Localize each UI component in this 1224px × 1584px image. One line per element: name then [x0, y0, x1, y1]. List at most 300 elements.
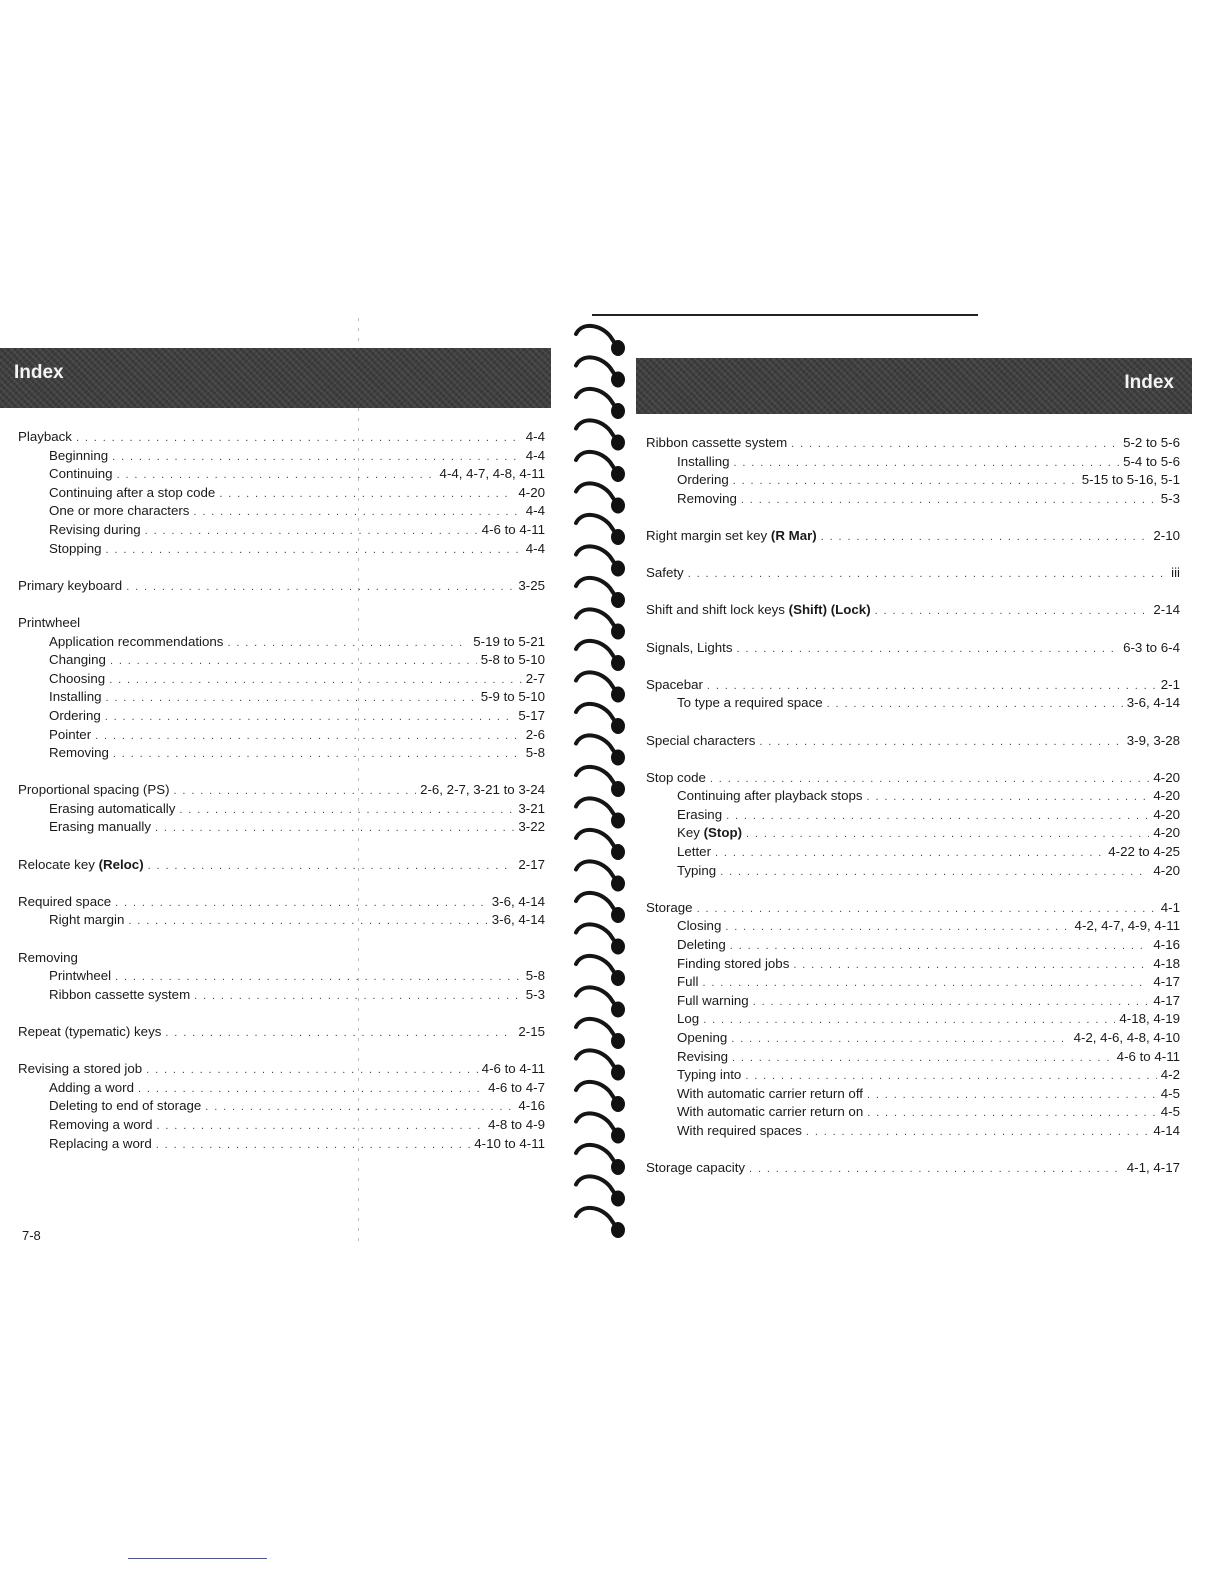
dot-leader — [128, 916, 487, 927]
spiral-coil — [576, 326, 625, 356]
index-term — [646, 899, 693, 918]
index-term — [677, 694, 823, 713]
index-entry — [18, 465, 545, 484]
index-term-text: Playback — [18, 429, 72, 444]
index-term-text: Storage — [646, 899, 693, 915]
left-header-bar — [0, 348, 551, 408]
index-page-ref: 3-6, 4-14 — [491, 912, 545, 928]
dot-leader — [746, 829, 1149, 840]
dot-leader — [145, 526, 478, 537]
dot-leader — [749, 1164, 1123, 1175]
index-page-ref: 5-17 — [518, 707, 545, 723]
left-index-page — [0, 348, 555, 1153]
index-term-text: Typing into — [677, 1067, 742, 1083]
index-term — [49, 540, 102, 559]
dot-leader — [194, 991, 522, 1002]
index-term-text: One or more characters — [49, 503, 190, 519]
index-page-ref: 4-17 — [1153, 974, 1180, 990]
index-term — [677, 490, 737, 509]
spiral-coil — [576, 1050, 625, 1080]
dot-leader — [76, 433, 522, 444]
index-term — [677, 824, 742, 843]
dot-leader — [725, 922, 1070, 933]
index-page-ref: 4-22 to 4-25 — [1108, 844, 1180, 860]
index-term — [677, 471, 729, 490]
index-page-ref: 4-6 to 4-11 — [1116, 1048, 1180, 1064]
index-page-ref: 5-19 to 5-21 — [473, 633, 545, 649]
index-term-text: Deleting to end of storage — [49, 1098, 202, 1114]
index-term-text: Revising a stored job — [18, 1061, 143, 1077]
index-term-text: With automatic carrier return on — [677, 1104, 864, 1120]
index-page-ref: 5-2 to 5-6 — [1123, 435, 1180, 450]
index-entry — [646, 843, 1180, 862]
index-page-ref: 4-5 — [1160, 1104, 1180, 1120]
index-page-ref: 4-1, 4-17 — [1126, 1160, 1180, 1176]
index-entry — [18, 1023, 545, 1042]
dot-leader — [205, 1102, 514, 1113]
index-page-ref: 4-20 — [518, 484, 545, 500]
index-entry — [18, 633, 545, 652]
left-header-title: Index — [14, 362, 64, 383]
dot-leader — [867, 1090, 1157, 1101]
index-page-ref: 3-6, 4-14 — [491, 893, 545, 909]
index-term — [677, 917, 721, 936]
index-page-ref: 3-6, 4-14 — [1126, 695, 1180, 711]
index-entry — [18, 726, 545, 745]
right-header-bar — [636, 358, 1192, 414]
index-term-text: Full warning — [677, 992, 749, 1008]
index-term — [49, 688, 101, 707]
index-term-text: Spacebar — [646, 676, 703, 692]
index-page-ref: 4-17 — [1153, 992, 1180, 1008]
index-term-text: Application recommendations — [49, 633, 224, 649]
index-term — [49, 744, 109, 763]
dot-leader — [827, 699, 1123, 710]
index-page-ref: 4-16 — [518, 1098, 545, 1114]
dot-leader — [697, 904, 1157, 915]
index-term — [49, 1079, 134, 1098]
index-term-text: Signals, Lights — [646, 639, 733, 655]
index-page-ref: 5-8 — [525, 745, 545, 761]
index-entry — [646, 787, 1180, 806]
spiral-coil — [576, 1145, 625, 1175]
index-entry — [646, 917, 1180, 936]
index-term-text: Printwheel — [49, 968, 112, 984]
index-entry — [646, 676, 1180, 695]
index-term — [18, 949, 78, 968]
index-term-text: Ordering — [677, 472, 729, 488]
index-entry — [18, 911, 545, 930]
dot-leader — [117, 470, 436, 481]
dot-leader — [733, 476, 1078, 487]
index-entry — [646, 694, 1180, 713]
dot-leader — [715, 848, 1104, 859]
index-term — [677, 1029, 727, 1048]
spiral-coil — [576, 1082, 625, 1112]
index-term-text: Key — [677, 825, 704, 841]
index-term-text: Choosing — [49, 670, 106, 686]
index-entry — [18, 818, 545, 837]
spiral-coil — [576, 578, 625, 608]
dot-leader — [741, 495, 1157, 506]
dot-leader — [179, 805, 514, 816]
spiral-coil — [576, 452, 625, 482]
dot-leader — [726, 811, 1149, 822]
index-term — [677, 453, 729, 472]
dot-leader — [791, 439, 1119, 450]
index-entry — [18, 670, 545, 689]
index-entry — [646, 936, 1180, 955]
index-entry — [646, 434, 1180, 453]
index-page-ref: 5-9 to 5-10 — [480, 689, 545, 705]
index-term-text: Deleting — [677, 937, 726, 953]
index-entry — [18, 688, 545, 707]
right-header-title: Index — [1124, 372, 1174, 393]
index-entry — [18, 781, 545, 800]
right-index-list — [636, 434, 1192, 1178]
index-page-ref: 5-8 to 5-10 — [480, 652, 545, 668]
index-term — [18, 781, 170, 800]
index-term-text: Revising — [677, 1048, 728, 1064]
index-term-text: Storage capacity — [646, 1160, 746, 1176]
dot-leader — [703, 1015, 1115, 1026]
dot-leader — [867, 792, 1150, 803]
index-term — [677, 1066, 741, 1085]
dot-leader — [720, 867, 1149, 878]
index-page-ref: 4-14 — [1153, 1122, 1180, 1138]
index-term — [646, 601, 871, 620]
index-term-text: To type a required space — [677, 695, 823, 711]
index-term-text: Repeat (typematic) keys — [18, 1024, 162, 1039]
index-term-text: Removing — [49, 745, 109, 761]
index-page-ref: 4-18 — [1153, 955, 1180, 971]
index-entry — [646, 490, 1180, 509]
dot-leader — [821, 532, 1150, 543]
index-page-ref: 4-20 — [1153, 825, 1180, 841]
index-entry — [646, 1048, 1180, 1067]
index-term-text: Shift and shift lock keys — [646, 602, 789, 618]
index-page-ref: 2-14 — [1153, 602, 1180, 618]
spiral-coil — [576, 1208, 625, 1238]
index-entry — [646, 639, 1180, 658]
dot-leader — [227, 638, 469, 649]
index-term — [677, 1122, 802, 1141]
dot-leader — [106, 545, 522, 556]
index-term — [49, 707, 101, 726]
index-entry — [646, 992, 1180, 1011]
dot-leader — [105, 712, 515, 723]
index-term — [646, 676, 703, 695]
dot-leader — [745, 1071, 1156, 1082]
index-page-ref: 4-18, 4-19 — [1119, 1011, 1180, 1027]
index-entry — [18, 744, 545, 763]
index-term — [677, 806, 722, 825]
index-page-ref: 4-1 — [1160, 899, 1180, 915]
index-page-ref: 4-20 — [1153, 862, 1180, 878]
dot-leader — [702, 978, 1149, 989]
dot-leader — [113, 749, 522, 760]
index-page-ref: 4-10 to 4-11 — [474, 1135, 545, 1151]
index-page-ref: 4-4 — [525, 540, 545, 556]
index-entry — [646, 732, 1180, 751]
index-term — [18, 893, 111, 912]
index-entry — [18, 651, 545, 670]
index-term-text: Removing — [18, 949, 78, 965]
index-term-text: With required spaces — [677, 1122, 802, 1138]
index-page-ref: 4-4 — [525, 503, 545, 519]
index-entry — [646, 862, 1180, 881]
dot-leader — [165, 1028, 514, 1039]
index-term — [646, 732, 755, 751]
index-term-text: Continuing after a stop code — [49, 484, 216, 500]
index-entry — [18, 800, 545, 819]
index-term-text: Continuing after playback stops — [677, 788, 863, 804]
index-page-ref: 4-4 — [525, 447, 545, 463]
index-term-text: Letter — [677, 844, 712, 860]
index-term-key: (Stop) — [703, 825, 743, 841]
index-page-ref: 4-20 — [1153, 769, 1180, 785]
index-term — [49, 1116, 152, 1135]
index-entry — [646, 1066, 1180, 1085]
index-term-text: Beginning — [49, 447, 109, 463]
spiral-coil — [576, 546, 625, 576]
dot-leader — [867, 1108, 1157, 1119]
index-entry — [18, 540, 545, 559]
dot-leader — [155, 823, 514, 834]
left-index-list — [0, 428, 555, 1153]
spiral-coil — [576, 515, 625, 545]
index-page-ref: 6-3 to 6-4 — [1123, 639, 1180, 655]
dot-leader — [753, 997, 1150, 1008]
index-entry — [646, 471, 1180, 490]
index-term — [18, 856, 144, 875]
index-page-ref: 4-20 — [1153, 788, 1180, 804]
spiral-coil — [576, 420, 625, 450]
index-term — [49, 465, 113, 484]
index-page-ref: iii — [1171, 565, 1180, 581]
index-entry — [18, 967, 545, 986]
index-page-ref: 5-8 — [525, 968, 545, 984]
index-page-ref: 5-15 to 5-16, 5-1 — [1081, 472, 1180, 488]
dot-leader — [112, 452, 522, 463]
index-entry — [646, 1010, 1180, 1029]
index-entry — [18, 447, 545, 466]
index-page-ref: 3-9, 3-28 — [1126, 732, 1180, 748]
index-term-text: Ordering — [49, 707, 101, 723]
index-page-ref: 4-5 — [1160, 1085, 1180, 1101]
index-term-key: (Shift) (Lock) — [788, 602, 871, 618]
dot-leader — [736, 644, 1119, 655]
index-term — [677, 1010, 699, 1029]
dot-leader — [110, 656, 477, 667]
index-term — [49, 651, 106, 670]
index-page-ref: 3-21 — [518, 800, 545, 816]
index-page-ref: 4-2, 4-7, 4-9, 4-11 — [1074, 918, 1180, 934]
index-entry — [646, 601, 1180, 620]
index-term-text: Right margin — [49, 912, 125, 928]
index-page-ref: 4-6 to 4-11 — [481, 521, 545, 537]
dot-leader — [730, 941, 1150, 952]
dot-leader — [115, 898, 488, 909]
index-entry — [18, 893, 545, 912]
index-page-ref: 4-20 — [1153, 806, 1180, 822]
index-term — [677, 973, 698, 992]
index-entry — [18, 484, 545, 503]
spiral-coil — [576, 609, 625, 639]
index-term-text: Stop code — [646, 769, 706, 785]
index-page-ref: 3-25 — [518, 577, 545, 593]
index-page-ref: 2-17 — [518, 856, 545, 872]
index-term-text: Changing — [49, 652, 106, 668]
index-page-ref: 2-10 — [1153, 527, 1180, 543]
index-entry — [18, 614, 545, 633]
dot-leader — [105, 693, 476, 704]
dot-leader — [146, 1065, 478, 1076]
index-page-ref: 2-1 — [1160, 676, 1180, 692]
dot-leader — [115, 972, 522, 983]
index-entry — [646, 1085, 1180, 1104]
index-page-ref: 5-3 — [525, 986, 545, 1002]
index-page-ref: 4-4 — [525, 429, 545, 444]
index-term — [646, 769, 706, 788]
index-term — [49, 1097, 201, 1116]
index-page-ref: 3-22 — [518, 819, 545, 835]
dot-leader — [126, 582, 514, 593]
index-term-text: Ribbon cassette system — [49, 986, 191, 1002]
index-term-text: Installing — [49, 689, 102, 705]
spiral-coil — [576, 893, 625, 923]
index-term — [49, 633, 223, 652]
spiral-binding — [570, 316, 632, 1240]
index-term-text: Closing — [677, 918, 722, 934]
index-term-text: Erasing automatically — [49, 800, 176, 816]
index-term — [677, 955, 789, 974]
dot-leader — [156, 1140, 471, 1151]
index-page-ref: 4-8 to 4-9 — [488, 1116, 545, 1132]
index-term-text: Opening — [677, 1030, 728, 1045]
index-page-ref: 4-16 — [1153, 937, 1180, 953]
index-page-ref: 4-4, 4-7, 4-8, 4-11 — [439, 466, 545, 482]
spiral-coil — [576, 641, 625, 671]
index-entry — [646, 527, 1180, 546]
index-entry — [646, 453, 1180, 472]
index-entry — [18, 856, 545, 875]
index-entry — [18, 521, 545, 540]
index-page-ref: 4-2, 4-6, 4-8, 4-10 — [1073, 1030, 1180, 1045]
index-entry — [18, 986, 545, 1005]
index-entry — [18, 707, 545, 726]
index-entry — [18, 577, 545, 596]
top-rule — [592, 314, 978, 316]
index-term-text: Required space — [18, 893, 112, 909]
index-term-key: (R Mar) — [770, 527, 817, 543]
index-term-text: Right margin set key — [646, 527, 771, 543]
index-term-text: Special characters — [646, 732, 756, 748]
index-term — [677, 1103, 863, 1122]
dot-leader — [219, 489, 514, 500]
index-entry — [18, 1097, 545, 1116]
dot-leader — [731, 1034, 1069, 1045]
dot-leader — [733, 458, 1119, 469]
index-entry — [646, 973, 1180, 992]
index-entry — [646, 955, 1180, 974]
spiral-coil — [576, 704, 625, 734]
index-term — [49, 670, 105, 689]
dot-leader — [875, 606, 1150, 617]
index-term-text: Typing — [677, 862, 717, 878]
index-term — [677, 992, 749, 1011]
index-term — [677, 787, 863, 806]
index-term — [18, 1023, 161, 1042]
index-term — [49, 726, 91, 745]
spiral-coil — [576, 1019, 625, 1049]
dot-leader — [759, 737, 1122, 748]
dot-leader — [156, 1121, 484, 1132]
dot-leader — [710, 774, 1149, 785]
index-entry — [646, 806, 1180, 825]
index-term — [677, 1048, 728, 1067]
spiral-coil — [576, 767, 625, 797]
index-term-text: Continuing — [49, 466, 113, 482]
spiral-coil — [576, 861, 625, 891]
index-entry — [18, 949, 545, 968]
index-page-ref: 4-6 to 4-11 — [481, 1061, 545, 1077]
index-term-text: Removing a word — [49, 1116, 153, 1132]
index-page-ref: 2-6, 2-7, 3-21 to 3-24 — [420, 782, 545, 798]
index-term-text: Erasing manually — [49, 819, 151, 835]
index-term — [49, 502, 189, 521]
index-term — [18, 428, 72, 447]
spiral-coil — [576, 389, 625, 419]
spiral-coil — [576, 357, 625, 387]
index-term — [49, 967, 111, 986]
spiral-coil — [576, 483, 625, 513]
index-term-text: Installing — [677, 453, 730, 469]
index-entry — [646, 1029, 1180, 1048]
dot-leader — [806, 1127, 1149, 1138]
index-entry — [646, 824, 1180, 843]
dot-leader — [95, 731, 522, 742]
index-term-text: Ribbon cassette system — [646, 435, 788, 450]
index-term — [677, 1085, 863, 1104]
dot-leader — [707, 681, 1157, 692]
index-term — [677, 843, 711, 862]
index-term-text: Log — [677, 1011, 700, 1027]
spiral-coil — [576, 798, 625, 828]
index-term-text: Proportional spacing (PS) — [18, 782, 170, 798]
index-term — [49, 484, 215, 503]
index-entry — [646, 899, 1180, 918]
dot-leader — [109, 675, 522, 686]
spiral-coil — [576, 735, 625, 765]
index-term — [49, 521, 141, 540]
index-term — [18, 577, 122, 596]
index-term-text: Full — [677, 974, 699, 990]
index-entry — [646, 564, 1180, 583]
index-term — [49, 986, 190, 1005]
index-entry — [646, 1159, 1180, 1178]
index-term-text: With automatic carrier return off — [677, 1085, 863, 1101]
index-term — [18, 1060, 142, 1079]
index-page-ref: 4-6 to 4-7 — [488, 1079, 545, 1095]
index-term-text: Stopping — [49, 540, 102, 556]
index-term-text: Replacing a word — [49, 1135, 152, 1151]
dot-leader — [148, 861, 515, 872]
dot-leader — [174, 786, 417, 797]
index-term-text: Finding stored jobs — [677, 955, 790, 971]
index-term-text: Relocate key — [18, 856, 99, 872]
index-term — [646, 527, 817, 546]
